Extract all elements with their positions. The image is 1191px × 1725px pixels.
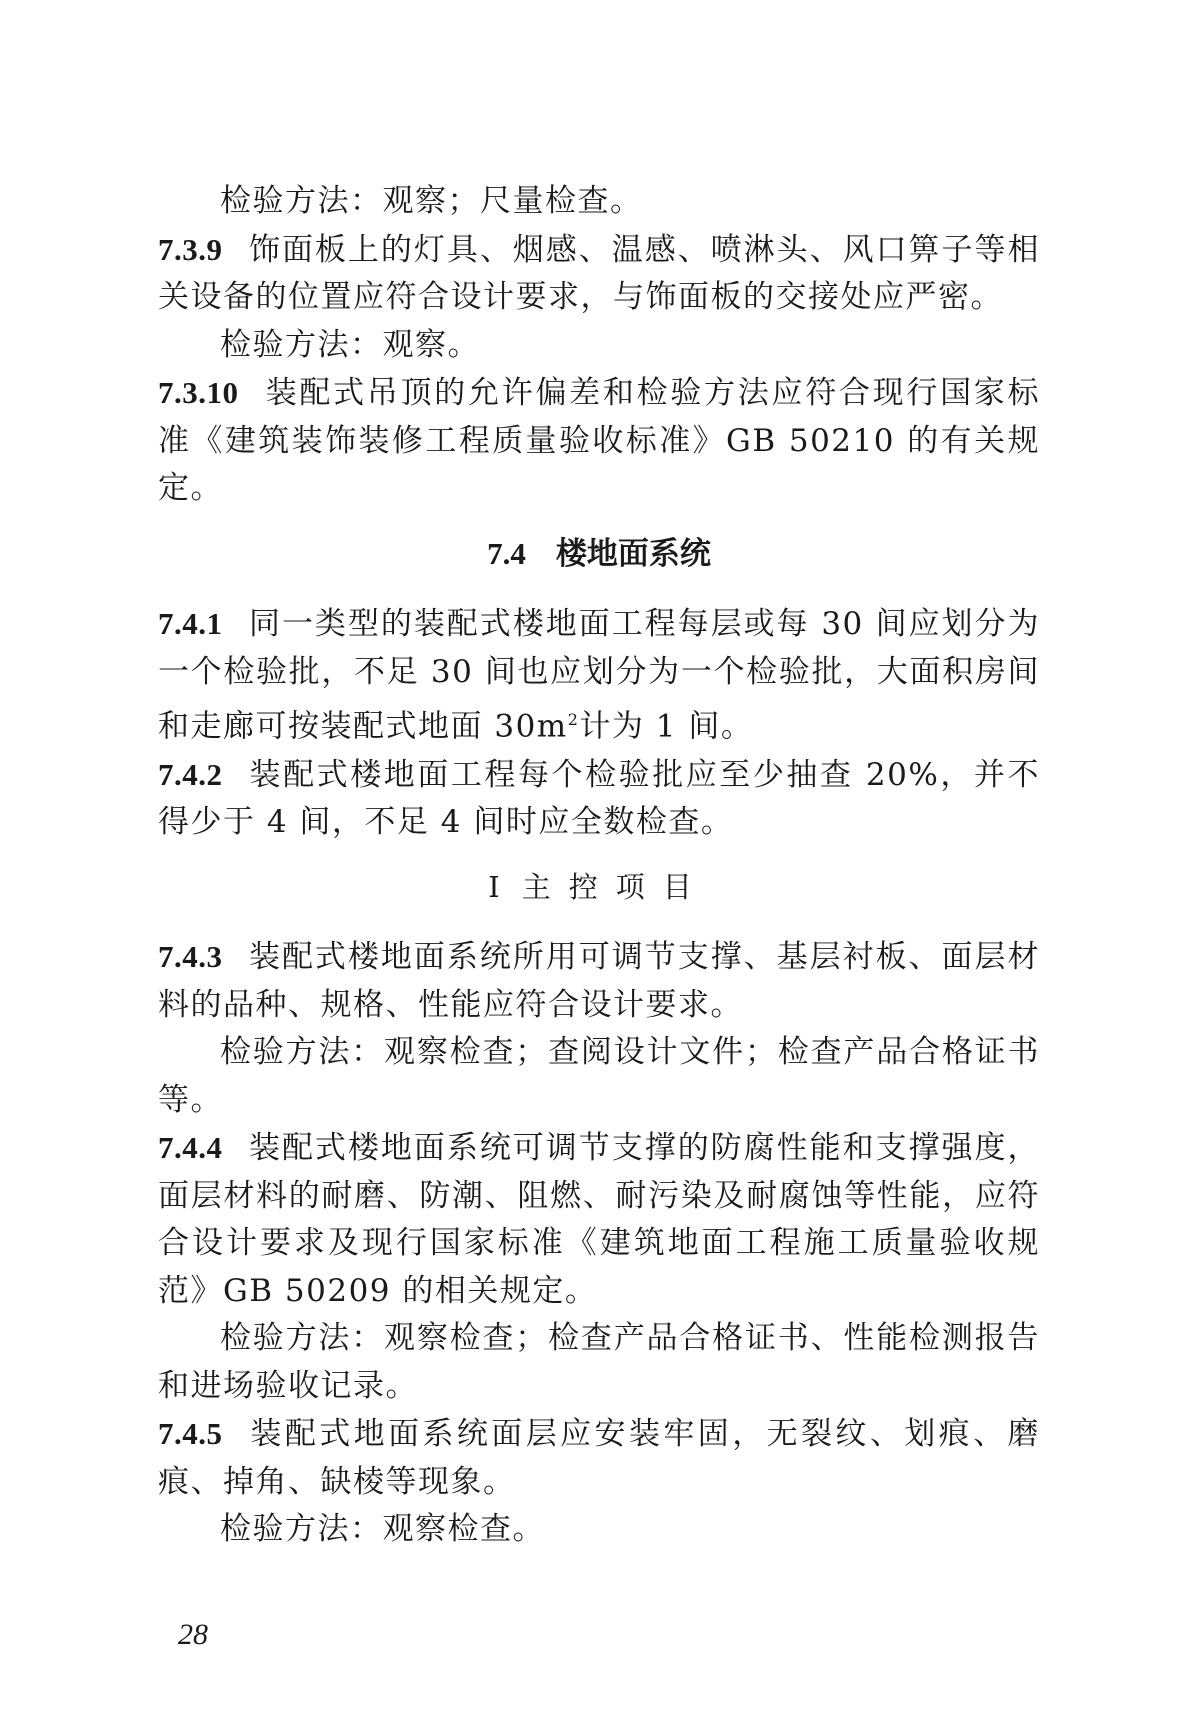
inspection-method-7-4-5 <box>158 1506 1040 1554</box>
clause-number: 7.3.9 <box>158 231 223 267</box>
document-body <box>158 178 1040 1554</box>
clause-number: 7.4.4 <box>158 1130 223 1166</box>
clause-number: 7.4.1 <box>158 606 223 641</box>
clause-number: 7.3.10 <box>158 375 239 410</box>
method-text: 检验方法：观察；尺量检查。 <box>220 183 643 219</box>
inspection-method-7-4-4 <box>158 1315 1040 1410</box>
inspection-method-7-3-9 <box>158 322 1040 370</box>
clause-7-4-3 <box>158 933 1040 1029</box>
section-title-text: 楼地面系统 <box>555 535 711 572</box>
clause-text: 装配式楼地面系统所用可调节支撑、基层衬板、面层材料的品种、规格、性能应符合设计要求。 <box>158 939 1040 1023</box>
clause-text-cont: 计为 1 间。 <box>579 708 754 745</box>
clause-text: 同一类型的装配式楼地面工程每层或每 30 间应划分为一个检验批，不足 30 间也应划分为一个检验批，大面积房间和走廊可按装配式地面 30m <box>158 606 1040 745</box>
method-text: 检验方法：观察检查；查阅设计文件；检查产品合格证书等。 <box>158 1034 1040 1118</box>
clause-7-4-4 <box>158 1124 1040 1315</box>
method-text: 检验方法：观察检查；检查产品合格证书、性能检测报告和进场验收记录。 <box>158 1320 1040 1404</box>
clause-number: 7.4.3 <box>158 939 223 975</box>
clause-7-3-10 <box>158 369 1040 513</box>
subheading-main-control-items <box>158 864 1040 912</box>
section-number: 7.4 <box>487 535 526 571</box>
inspection-method-7-4-3 <box>158 1029 1040 1124</box>
roman-numeral: Ⅰ <box>488 869 500 904</box>
clause-text: 装配式地面系统面层应安装牢固，无裂纹、划痕、磨痕、掉角、缺棱等现象。 <box>158 1416 1040 1500</box>
clause-number: 7.4.5 <box>158 1416 223 1452</box>
clause-7-4-1 <box>158 600 1040 751</box>
clause-text: 饰面板上的灯具、烟感、温感、喷淋头、风口箅子等相关设备的位置应符合设计要求，与饰面板的交接处应严密。 <box>158 231 1040 315</box>
inspection-method-7-3-8 <box>158 178 1040 226</box>
clause-number: 7.4.2 <box>158 756 223 792</box>
method-text: 检验方法：观察。 <box>220 326 480 363</box>
clause-text: 装配式楼地面工程每个检验批应至少抽查 20%，并不得少于 4 间，不足 4 间时应全数检查。 <box>158 756 1040 841</box>
subheading-text: 主控项目 <box>521 869 710 904</box>
clause-7-3-9 <box>158 226 1040 322</box>
clause-text: 装配式楼地面系统可调节支撑的防腐性能和支撑强度，面层材料的耐磨、防潮、阻燃、耐污染及耐腐蚀等性能，应符合设计要求及现行国家标准《建筑地面工程施工质量验收规范》GB 50209 的相关规定。 <box>158 1130 1040 1309</box>
superscript-2: 2 <box>567 710 580 729</box>
clause-7-4-5 <box>158 1410 1040 1506</box>
page-number: 28 <box>178 1618 208 1651</box>
method-text: 检验方法：观察检查。 <box>220 1511 545 1548</box>
section-heading-7-4 <box>158 530 1040 579</box>
clause-7-4-2 <box>158 751 1040 847</box>
clause-text: 装配式吊顶的允许偏差和检验方法应符合现行国家标准《建筑装饰装修工程质量验收标准》GB 50210 的有关规定。 <box>158 375 1040 506</box>
